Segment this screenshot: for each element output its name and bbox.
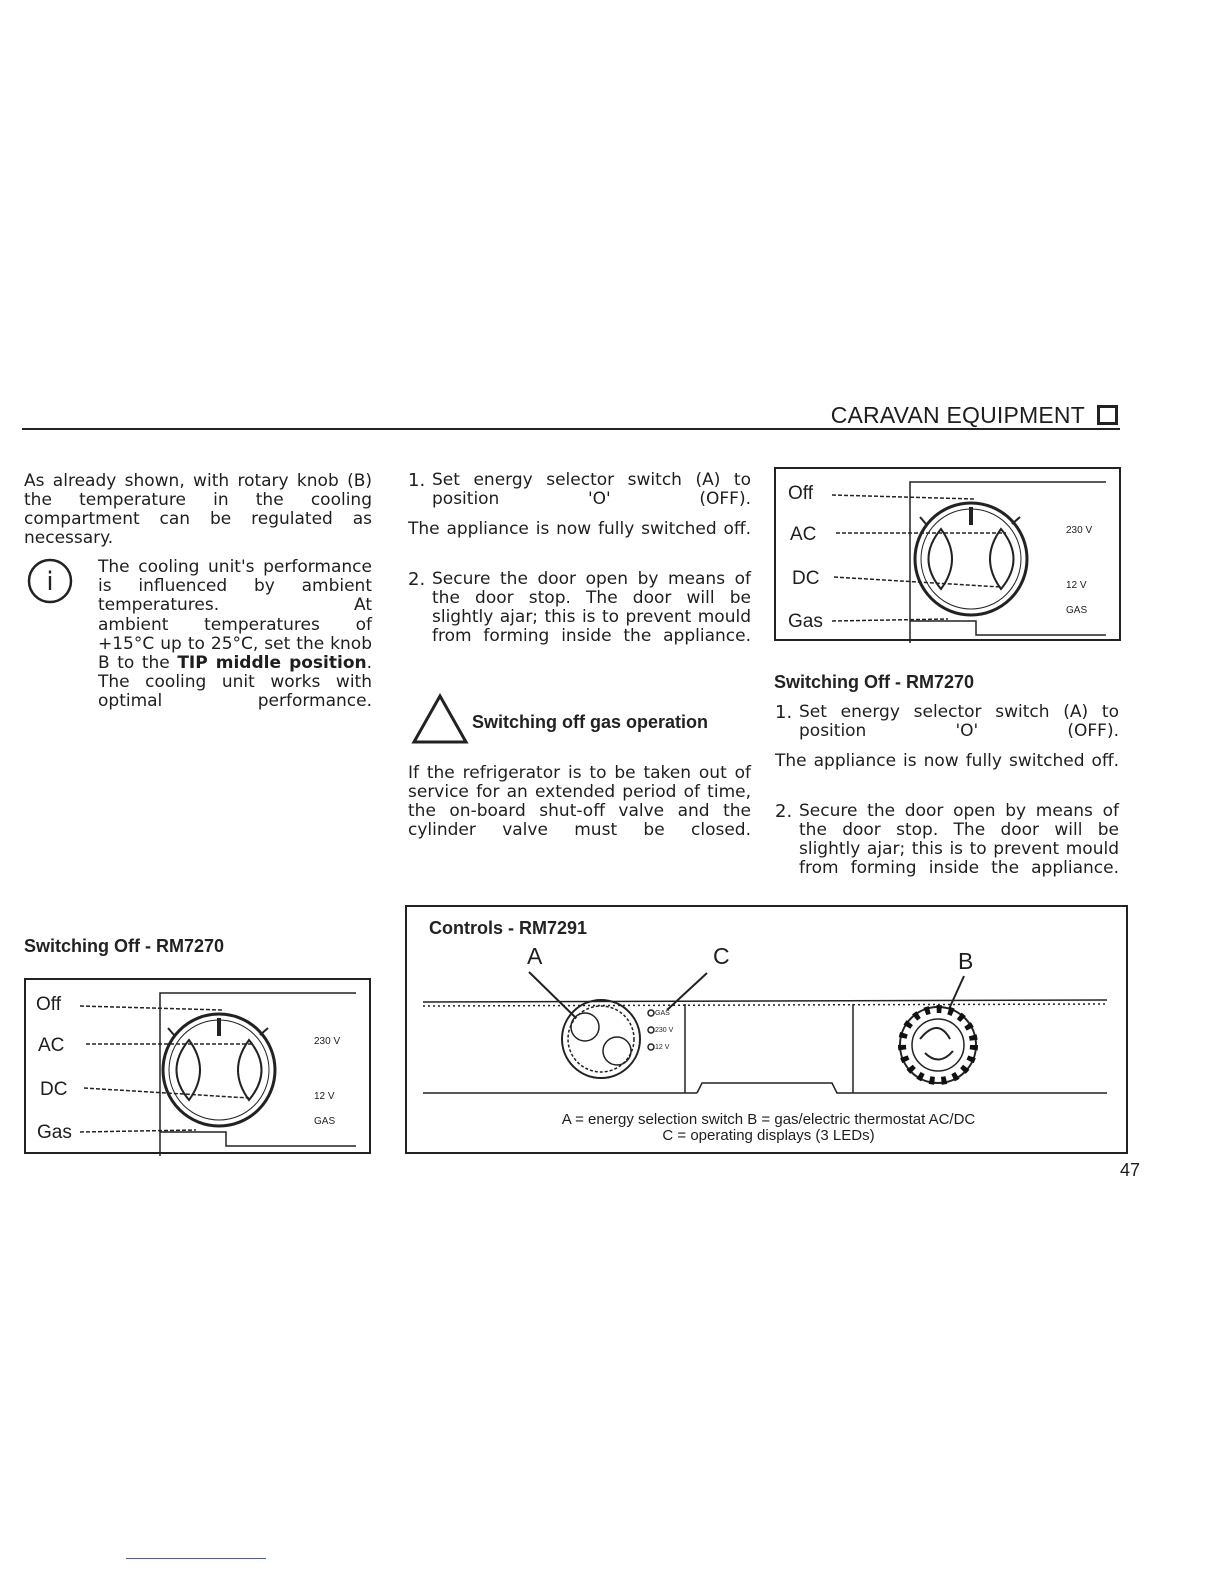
controls-title: Controls - RM7291 [429, 918, 588, 938]
label-dc: DC [792, 568, 820, 589]
step1-text: Set energy selector switch (A) to position 'O' (OFF). [432, 470, 751, 509]
label-gas-right: GAS [1066, 605, 1088, 616]
info-paragraph-2 [98, 616, 372, 711]
label-b: B [958, 948, 974, 974]
switching-off-subhead-left: Switching Off - RM7270 [24, 936, 225, 956]
info-icon [26, 557, 74, 605]
switching-off-subhead-right: Switching Off - RM7270 [774, 672, 975, 692]
info-text-bold: TIP middle position [177, 653, 367, 673]
label-a: A [527, 943, 543, 969]
led-12-label: 12 V [655, 1044, 670, 1051]
page-number: 47 [1120, 1160, 1141, 1180]
warning-triangle-icon [411, 693, 469, 745]
selector-knob-drawing [26, 980, 373, 1156]
label-off: Off [36, 994, 61, 1015]
controls-caption-1: A = energy selection switch B = gas/electric thermostat AC/DC [561, 1111, 976, 1128]
label-ac: AC [38, 1035, 65, 1056]
label-ac: AC [790, 524, 817, 545]
step1-number: 1. [408, 470, 426, 491]
energy-selector-diagram-bottom [24, 978, 371, 1154]
right-step1-text: Set energy selector switch (A) to position 'O' (OFF). [799, 702, 1119, 741]
step2-text: Secure the door open by means of the door stop. The door will be slightly ajar; this is to prevent mould from forming inside the appliance. [432, 569, 751, 646]
right-step1-number: 1. [775, 702, 793, 723]
controls-diagram [405, 905, 1128, 1154]
info-icon-glyph: i [46, 567, 54, 597]
label-230v: 230 V [1066, 525, 1093, 536]
header-rule [22, 428, 1120, 430]
label-12v: 12 V [1066, 580, 1087, 591]
info-paragraph-1: The cooling unit's performance is influenced by ambient temperatures. At [98, 557, 372, 615]
header-square-icon [1097, 405, 1118, 425]
warning-title: Switching off gas operation [472, 712, 709, 732]
info-text-b: . The cooling unit works with optimal performance. [98, 653, 373, 711]
label-gas: Gas [37, 1122, 72, 1143]
right-after-step1-text: The appliance is now fully switched off. [775, 751, 1119, 771]
intro-paragraph: As already shown, with rotary knob (B) the temperature in the cooling compartment can be regulated as necessary. [24, 471, 372, 548]
right-step2-number: 2. [775, 801, 793, 822]
selector-knob-drawing [776, 469, 1123, 643]
energy-selector-diagram-top [774, 467, 1121, 641]
label-c: C [713, 943, 730, 969]
label-off: Off [788, 483, 813, 504]
warning-text: If the refrigerator is to be taken out of service for an extended period of time, the on-board shut-off valve and the cylinder valve must be closed. [408, 763, 751, 840]
info-text-a: ambient temperatures of +15°C up to 25°C, set the knob B to the [98, 615, 372, 673]
led-gas-label: GAS [655, 1010, 670, 1017]
footer-line [126, 1558, 266, 1559]
label-gas-right: GAS [314, 1116, 336, 1127]
led-230-label: 230 V [655, 1027, 674, 1034]
controls-caption-2: C = operating displays (3 LEDs) [662, 1127, 875, 1144]
right-step2-text: Secure the door open by means of the door stop. The door will be slightly ajar; this is to prevent mould from forming inside the appliance. [799, 801, 1119, 878]
page-header-title: CARAVAN EQUIPMENT [830, 402, 1085, 428]
label-gas: Gas [788, 611, 823, 632]
label-12v: 12 V [314, 1091, 335, 1102]
label-dc: DC [40, 1079, 68, 1100]
label-230v: 230 V [314, 1036, 341, 1047]
step2-number: 2. [408, 569, 426, 590]
after-step1-text: The appliance is now fully switched off. [408, 519, 751, 539]
